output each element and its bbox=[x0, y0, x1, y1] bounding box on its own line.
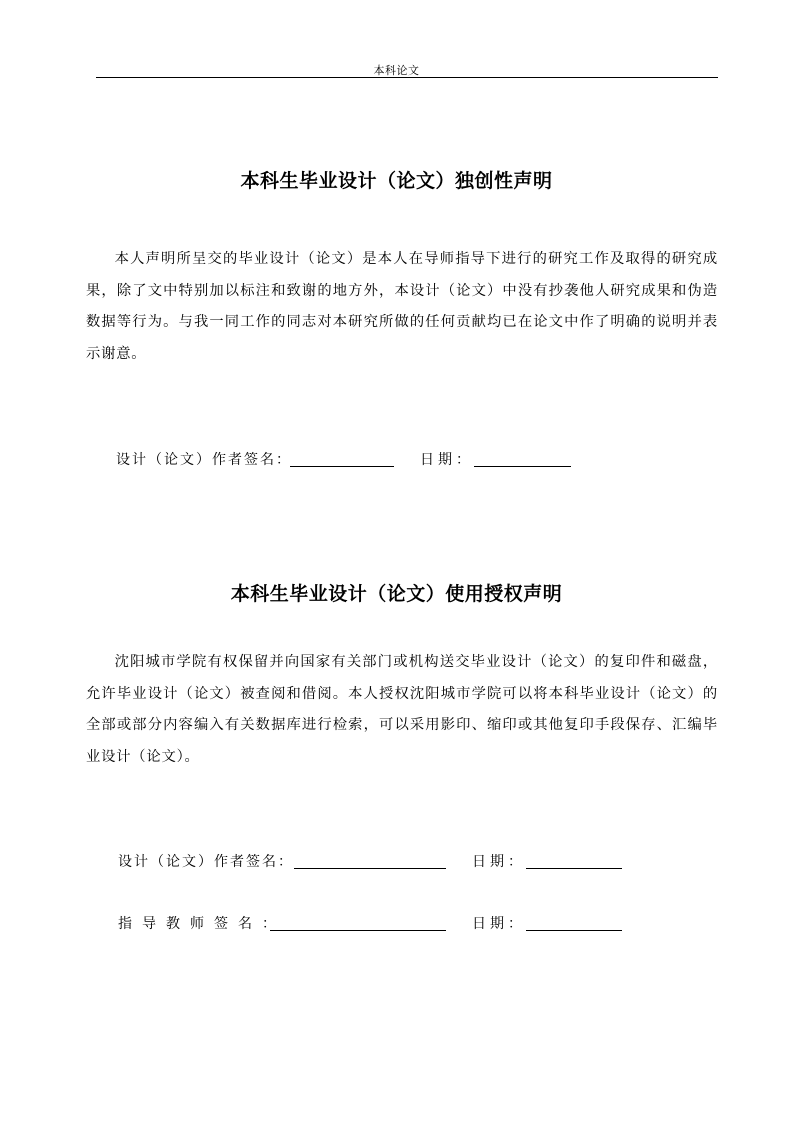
author-signature-label: 设计（论文）作者签名： bbox=[118, 854, 294, 870]
date-field[interactable] bbox=[526, 868, 622, 869]
authorization-author-signature-row bbox=[118, 851, 628, 871]
date-label: 日期： bbox=[472, 916, 526, 932]
originality-title: 本科生毕业设计（论文）独创性声明 bbox=[240, 170, 553, 192]
page-header: 本科论文 bbox=[373, 64, 420, 77]
advisor-signature-label: 指导教师签名： bbox=[118, 916, 286, 932]
author-signature-field[interactable] bbox=[294, 868, 446, 869]
authorization-advisor-signature-row bbox=[118, 913, 628, 933]
authorization-title: 本科生毕业设计（论文）使用授权声明 bbox=[230, 583, 563, 605]
date-label: 日期： bbox=[420, 452, 474, 468]
originality-body: 本人声明所呈交的毕业设计（论文）是本人在导师指导下进行的研究工作及取得的研究成果，除了文中特别加以标注和致谢的地方外，本设计（论文）中没有抄袭他人研究成果和伪造数据等行为。与我一同工作的同志对本研究所做的任何贡献均已在论文中作了明确的说明并表示谢意。 bbox=[86, 251, 718, 362]
advisor-signature-field[interactable] bbox=[270, 930, 446, 931]
header-divider bbox=[96, 77, 718, 78]
author-signature-field[interactable] bbox=[290, 466, 394, 467]
author-signature-label: 设计（论文）作者签名： bbox=[116, 452, 292, 468]
date-field[interactable] bbox=[474, 466, 571, 467]
date-field[interactable] bbox=[526, 930, 622, 931]
originality-signature-row bbox=[116, 449, 576, 469]
date-label: 日期： bbox=[472, 854, 526, 870]
authorization-body: 沈阳城市学院有权保留并向国家有关部门或机构送交毕业设计（论文）的复印件和磁盘，允许毕业设计（论文）被查阅和借阅。本人授权沈阳城市学院可以将本科毕业设计（论文）的全部或部分内容编入有关数据库进行检索，可以采用影印、缩印或其他复印手段保存、汇编毕业设计（论文）。 bbox=[86, 654, 718, 765]
